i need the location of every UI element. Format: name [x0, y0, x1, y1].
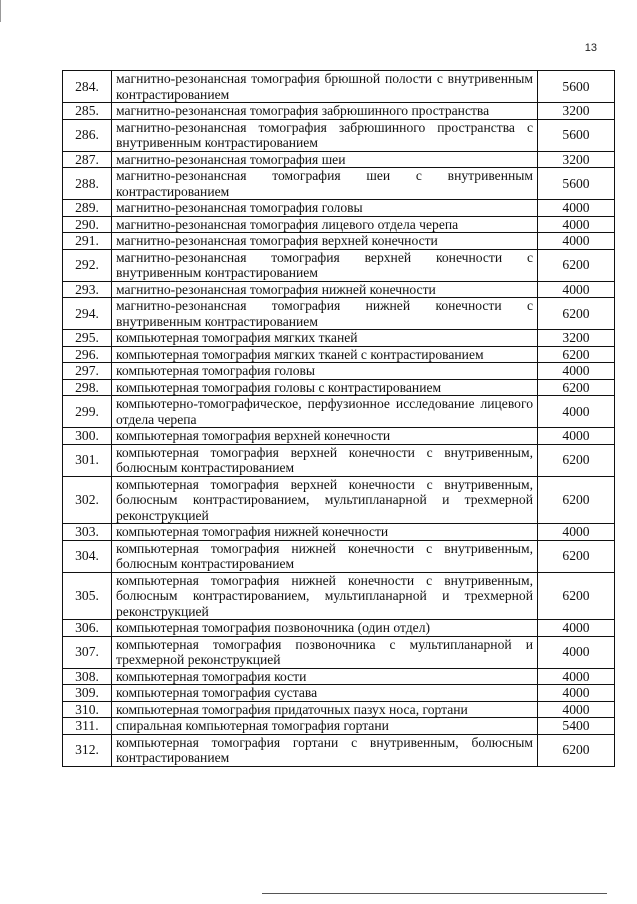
service-name: магнитно-резонансная томография шеи	[112, 151, 538, 168]
row-number: 284.	[63, 71, 112, 103]
service-price: 4000	[538, 216, 615, 233]
scan-edge-mark	[0, 0, 7, 22]
service-name: компьютерная томография придаточных пазух носа, гортани	[112, 701, 538, 718]
row-number: 301.	[63, 444, 112, 476]
service-name: компьютерная томография верхней конечности	[112, 428, 538, 445]
row-number: 307.	[63, 636, 112, 668]
table-row	[63, 151, 615, 168]
price-table-body	[63, 71, 615, 767]
service-name: магнитно-резонансная томография забрюшинного пространства	[112, 103, 538, 120]
table-row	[63, 71, 615, 103]
table-row	[63, 636, 615, 668]
row-number: 296.	[63, 346, 112, 363]
service-name: магнитно-резонансная томография нижней конечности	[112, 281, 538, 298]
service-price: 4000	[538, 233, 615, 250]
service-name: магнитно-резонансная томография брюшной полости с внутривенным контрастированием	[112, 71, 538, 103]
table-row	[63, 572, 615, 620]
service-price: 6200	[538, 346, 615, 363]
service-name: компьютерная томография нижней конечности	[112, 524, 538, 541]
service-name: спиральная компьютерная томография гортани	[112, 718, 538, 735]
service-price: 4000	[538, 200, 615, 217]
service-name: компьютерная томография мягких тканей с контрастированием	[112, 346, 538, 363]
table-row	[63, 428, 615, 445]
table-row	[63, 346, 615, 363]
row-number: 308.	[63, 668, 112, 685]
service-price: 4000	[538, 701, 615, 718]
service-price: 5400	[538, 718, 615, 735]
service-price: 5600	[538, 119, 615, 151]
service-price: 6200	[538, 298, 615, 330]
service-price: 4000	[538, 620, 615, 637]
service-price: 6200	[538, 572, 615, 620]
service-price: 3200	[538, 330, 615, 347]
service-name: компьютерная томография головы с контрастированием	[112, 379, 538, 396]
table-row	[63, 281, 615, 298]
service-price: 4000	[538, 636, 615, 668]
row-number: 294.	[63, 298, 112, 330]
service-name: магнитно-резонансная томография верхней конечности с внутривенным контрастированием	[112, 249, 538, 281]
row-number: 299.	[63, 396, 112, 428]
service-name: компьютерная томография сустава	[112, 685, 538, 702]
service-name: магнитно-резонансная томография нижней конечности с внутривенным контрастированием	[112, 298, 538, 330]
table-row	[63, 168, 615, 200]
table-row	[63, 701, 615, 718]
row-number: 287.	[63, 151, 112, 168]
service-name: компьютерная томография верхней конечности с внутривенным, болюсным контрастированием, мультипланарной и трехмерной реконструкцией	[112, 476, 538, 524]
service-price: 6200	[538, 379, 615, 396]
row-number: 309.	[63, 685, 112, 702]
table-row	[63, 734, 615, 766]
table-row	[63, 119, 615, 151]
service-name: компьютерная томография мягких тканей	[112, 330, 538, 347]
service-name: компьютерная томография нижней конечности с внутривенным, болюсным контрастированием, мультипланарной и трехмерной реконструкцией	[112, 572, 538, 620]
service-price: 4000	[538, 363, 615, 380]
service-price: 6200	[538, 444, 615, 476]
row-number: 306.	[63, 620, 112, 637]
service-price: 4000	[538, 396, 615, 428]
table-row	[63, 476, 615, 524]
table-row	[63, 444, 615, 476]
service-price: 4000	[538, 685, 615, 702]
row-number: 295.	[63, 330, 112, 347]
table-row	[63, 396, 615, 428]
table-row	[63, 620, 615, 637]
table-row	[63, 668, 615, 685]
row-number: 303.	[63, 524, 112, 541]
service-price: 6200	[538, 540, 615, 572]
footer-rule	[262, 893, 607, 894]
table-row	[63, 540, 615, 572]
table-row	[63, 363, 615, 380]
table-row	[63, 524, 615, 541]
service-price: 6200	[538, 476, 615, 524]
service-price: 6200	[538, 734, 615, 766]
service-price: 5600	[538, 71, 615, 103]
table-row	[63, 379, 615, 396]
service-name: компьютерная томография нижней конечности с внутривенным, болюсным контрастированием	[112, 540, 538, 572]
row-number: 298.	[63, 379, 112, 396]
service-price: 4000	[538, 428, 615, 445]
table-row	[63, 298, 615, 330]
service-name: магнитно-резонансная томография верхней конечности	[112, 233, 538, 250]
page-number: 13	[584, 42, 597, 54]
service-name: компьютерная томография головы	[112, 363, 538, 380]
row-number: 310.	[63, 701, 112, 718]
service-name: компьютерная томография верхней конечности с внутривенным, болюсным контрастированием	[112, 444, 538, 476]
service-name: компьютерная томография позвоночника с мультипланарной и трехмерной реконструкцией	[112, 636, 538, 668]
service-price: 5600	[538, 168, 615, 200]
table-row	[63, 103, 615, 120]
row-number: 297.	[63, 363, 112, 380]
row-number: 290.	[63, 216, 112, 233]
service-name: компьютерная томография кости	[112, 668, 538, 685]
service-name: магнитно-резонансная томография лицевого отдела черепа	[112, 216, 538, 233]
service-name: магнитно-резонансная томография головы	[112, 200, 538, 217]
table-row	[63, 200, 615, 217]
row-number: 289.	[63, 200, 112, 217]
row-number: 300.	[63, 428, 112, 445]
row-number: 292.	[63, 249, 112, 281]
row-number: 293.	[63, 281, 112, 298]
table-row	[63, 233, 615, 250]
service-price: 3200	[538, 151, 615, 168]
row-number: 288.	[63, 168, 112, 200]
row-number: 304.	[63, 540, 112, 572]
table-row	[63, 718, 615, 735]
service-name: компьютерно-томографическое, перфузионное исследование лицевого отдела черепа	[112, 396, 538, 428]
table-row	[63, 330, 615, 347]
row-number: 286.	[63, 119, 112, 151]
service-name: магнитно-резонансная томография шеи с внутривенным контрастированием	[112, 168, 538, 200]
service-price: 4000	[538, 281, 615, 298]
row-number: 302.	[63, 476, 112, 524]
table-row	[63, 685, 615, 702]
table-row	[63, 216, 615, 233]
service-name: компьютерная томография гортани с внутривенным, болюсным контрастированием	[112, 734, 538, 766]
row-number: 305.	[63, 572, 112, 620]
row-number: 311.	[63, 718, 112, 735]
service-name: компьютерная томография позвоночника (один отдел)	[112, 620, 538, 637]
service-price: 4000	[538, 524, 615, 541]
service-name: магнитно-резонансная томография забрюшинного пространства с внутривенным контрастированием	[112, 119, 538, 151]
table-row	[63, 249, 615, 281]
service-price: 3200	[538, 103, 615, 120]
service-price: 6200	[538, 249, 615, 281]
price-table	[62, 70, 615, 767]
row-number: 285.	[63, 103, 112, 120]
row-number: 291.	[63, 233, 112, 250]
service-price: 4000	[538, 668, 615, 685]
row-number: 312.	[63, 734, 112, 766]
